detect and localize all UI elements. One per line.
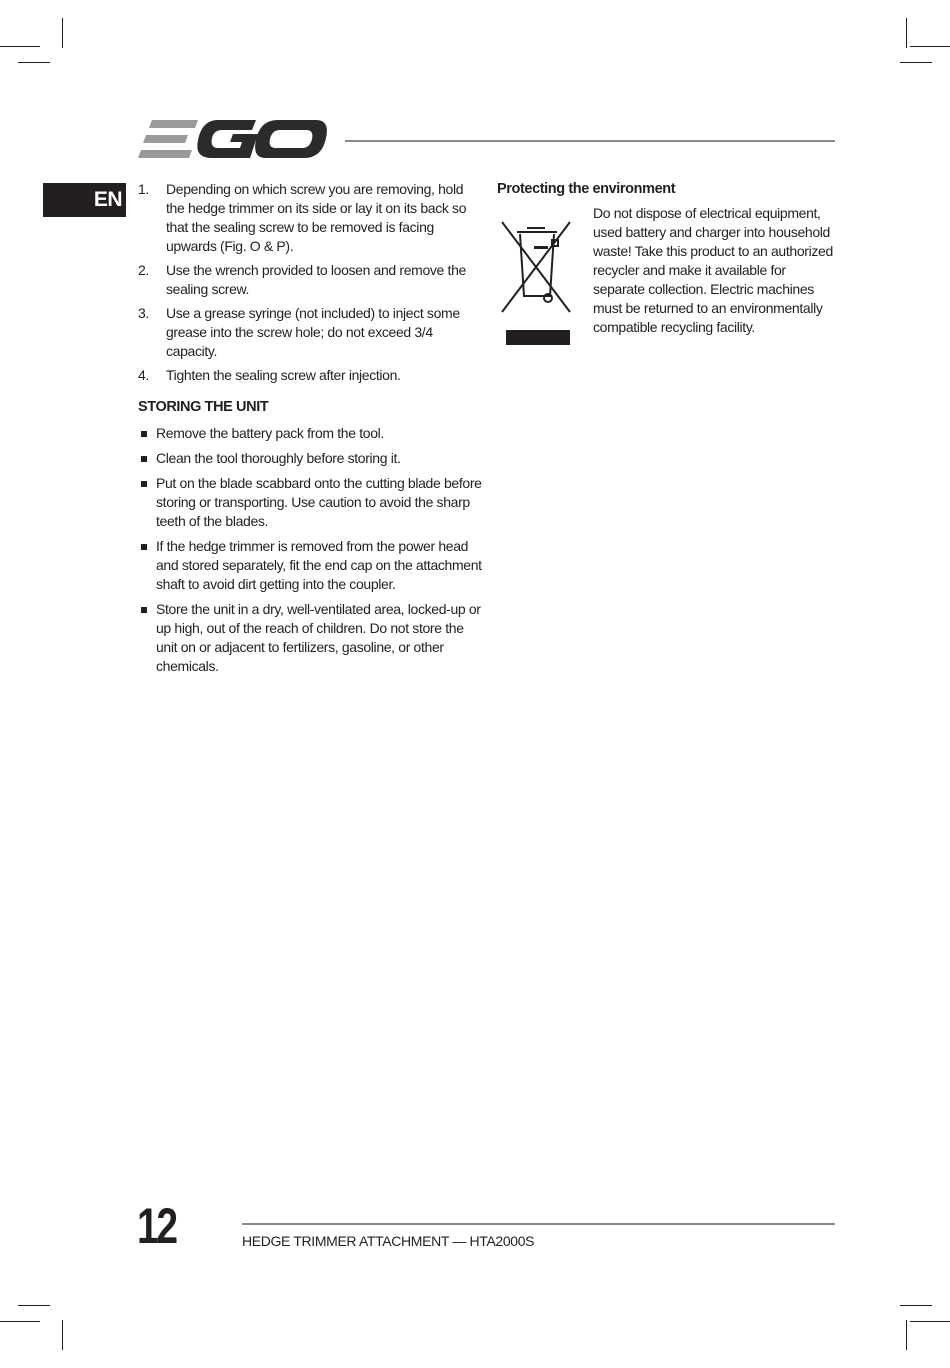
right-column	[497, 180, 837, 337]
bullet-text: If the hedge trimmer is removed from the power head and stored separately, fit the end cap on the attachment shaft to avoid dirt getting into the coupler.	[156, 538, 482, 592]
footer-rule	[242, 1223, 835, 1225]
bullet-square-icon	[141, 544, 147, 550]
bullet-text: Clean the tool thoroughly before storing it.	[156, 450, 401, 466]
environment-text: Do not dispose of electrical equipment, used battery and charger into household waste! Take this product to an authorized recycler and make it available for separate collection. Electric machines must be returned to an environmentally compatible recycling facility.	[593, 205, 833, 335]
bullet-item	[138, 474, 483, 531]
step-text: Use a grease syringe (not included) to inject some grease into the screw hole; do not exceed 3/4 capacity.	[166, 305, 460, 359]
header-rule	[345, 140, 835, 142]
crop-mark	[62, 1320, 63, 1350]
step-text: Depending on which screw you are removing, hold the hedge trimmer on its side or lay it on its back so that the sealing screw to be removed is facing upwards (Fig. O & P).	[166, 181, 467, 254]
ego-logo	[138, 118, 328, 162]
weee-bar	[506, 330, 570, 345]
crop-mark	[900, 1305, 932, 1306]
environment-block	[497, 204, 837, 337]
step-number: 3.	[138, 305, 149, 321]
step-item	[138, 180, 483, 256]
bullet-text: Remove the battery pack from the tool.	[156, 425, 384, 441]
bullet-text: Store the unit in a dry, well-ventilated area, locked-up or up high, out of the reach of children. Do not store the unit on or adjacent to fertilizers, gasoline, or other chemicals.	[156, 601, 481, 674]
bullet-square-icon	[141, 456, 147, 462]
step-item	[138, 261, 483, 299]
crop-mark	[18, 1305, 50, 1306]
left-column	[138, 180, 483, 682]
crop-mark	[62, 18, 63, 48]
storing-list	[138, 424, 483, 676]
bullet-item	[138, 600, 483, 676]
bullet-item	[138, 449, 483, 468]
crop-mark	[906, 18, 907, 48]
crop-mark	[910, 1321, 950, 1322]
crop-mark	[906, 1320, 907, 1350]
page-number: 12	[137, 1198, 176, 1254]
step-text: Use the wrench provided to loosen and remove the sealing screw.	[166, 262, 466, 297]
step-number: 2.	[138, 262, 149, 278]
crop-mark	[910, 46, 950, 47]
step-item	[138, 304, 483, 361]
crop-mark	[0, 1321, 40, 1322]
step-text: Tighten the sealing screw after injection.	[166, 367, 401, 383]
weee-crossed-bin-icon	[497, 210, 575, 334]
procedure-steps	[138, 180, 483, 385]
bullet-text: Put on the blade scabbard onto the cutting blade before storing or transporting. Use caution to avoid the sharp teeth of the blades.	[156, 475, 482, 529]
step-number: 1.	[138, 181, 149, 197]
bullet-square-icon	[141, 431, 147, 437]
bullet-item	[138, 424, 483, 443]
crop-mark	[18, 62, 50, 63]
section-title-environment: Protecting the environment	[497, 181, 676, 197]
language-tab: EN	[43, 183, 126, 217]
section-title-storing: STORING THE UNIT	[138, 399, 269, 415]
step-item	[138, 366, 483, 385]
crop-mark	[0, 46, 40, 47]
bullet-item	[138, 537, 483, 594]
footer-product-title: HEDGE TRIMMER ATTACHMENT — HTA2000S	[242, 1233, 535, 1249]
crop-mark	[900, 62, 932, 63]
bullet-square-icon	[141, 607, 147, 613]
bullet-square-icon	[141, 481, 147, 487]
step-number: 4.	[138, 367, 149, 383]
